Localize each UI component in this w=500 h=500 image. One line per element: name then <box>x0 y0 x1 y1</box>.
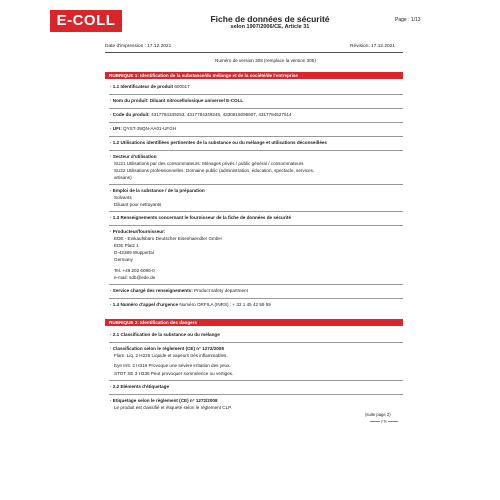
service-value: Product safety department <box>194 288 248 293</box>
labelling-label <box>110 398 218 403</box>
product-identifier-value: 600017 <box>174 84 190 89</box>
hazard-h225: Flam. Liq. 2 H225 Liquide et vapeurs très inflammables. <box>114 353 228 358</box>
supplier-label <box>110 229 165 234</box>
section-2-banner: RUBRIQUE 2: Identification des dangers <box>105 319 403 326</box>
supplier-label-text: · Producteur/fournisseur: <box>110 229 166 234</box>
page-number: Page : 1/13 <box>395 17 421 23</box>
service-label: · Service chargé des renseignements: <box>110 288 193 293</box>
continued-note: (suite page 2) <box>365 412 391 417</box>
ufi-value: QYST-39QN-AA01-UFGH <box>123 126 177 131</box>
divider <box>109 184 403 185</box>
footer-rule-right <box>388 421 398 422</box>
supplier-street: EDE Platz 1 <box>114 243 139 248</box>
section-2-2-heading <box>110 384 169 389</box>
divider <box>109 298 403 299</box>
su22-line: SU22 Utilisations professionnelles: Domaine public (administration, éducation, spectacle, services, <box>114 168 315 173</box>
product-code-label: · Code du produit: <box>110 112 150 117</box>
emergency-number <box>110 302 271 307</box>
product-name-label: · Nom du produit: <box>110 98 149 103</box>
supplier-name: EDE - Einkaufsbüro Deutscher Eisenhaendler GmbH <box>114 236 222 241</box>
product-identifier <box>110 84 190 89</box>
divider <box>109 94 403 95</box>
supplier-city: D-42389 Wuppertal <box>114 250 154 255</box>
use-thinner: Diluant pour nettoyants <box>114 202 162 207</box>
footer-code <box>370 419 398 424</box>
use-solvents: Solvants <box>114 195 132 200</box>
classification-label-text: · Classification selon le règlement (CE) n° 1272/2008 <box>110 346 224 351</box>
company-logo: E-COLL <box>50 10 122 32</box>
sector-label <box>110 154 157 159</box>
divider <box>109 342 403 343</box>
divider <box>109 380 403 381</box>
footer-rule-left <box>370 421 380 422</box>
product-code-value: 4317784349253, 4317784349246, 4330816095907, 4317784527514 <box>151 112 292 117</box>
document-title: Fiche de données de sécurité <box>210 14 330 24</box>
divider <box>109 211 403 212</box>
print-date: Date d'impression : 17.12.2021 <box>105 44 172 49</box>
version-number: Numéro de version 308 (remplace la version 305) <box>215 58 316 63</box>
product-code <box>110 112 292 117</box>
section-1-3-heading <box>110 215 291 220</box>
divider <box>109 108 403 109</box>
country-code: FR <box>381 419 387 424</box>
product-name <box>110 98 243 103</box>
su21-line: SU21 Utilisations par des consommateurs: Ménages privés / public général / consommateurs <box>114 161 304 166</box>
section-1-2-heading <box>110 140 327 145</box>
product-name-value: Diluant nitrocellulosique universel E-COLL <box>149 98 244 103</box>
sector-label-text: · Secteur d'utilisation <box>110 154 157 159</box>
section-2-2-title: · 2.2 Eléments d'étiquetage <box>110 384 170 389</box>
product-identifier-label: · 1.1 Identificateur de produit <box>110 84 174 89</box>
divider <box>109 225 403 226</box>
use-label <box>110 188 205 193</box>
supplier-phone: Tel. +49 202 6096-0 <box>114 268 155 273</box>
divider <box>109 150 403 151</box>
labelling-text: Le produit est classifié et étiqueté selon le règlement CLP. <box>114 405 232 410</box>
ufi-label: · UFI: <box>110 126 122 131</box>
supplier-email[interactable]: e-mail: sdb@ede.de <box>114 275 156 280</box>
section-1-banner: RUBRIQUE 1: Identification de la substance/du mélange et de la société/de l'entreprise <box>105 72 403 79</box>
hazard-h319: Eye Irrit. 2 H319 Provoque une sévère irritation des yeux. <box>114 363 231 368</box>
emergency-value: Numéro ORFILA (INRS) : + 33 1 45 42 59 59 <box>179 302 271 307</box>
use-label-text: · Emploi de la substance / de la préparation <box>110 188 205 193</box>
ufi <box>110 126 176 131</box>
hazard-h336: STOT SE 3 H336 Peut provoquer somnolence ou vertiges. <box>114 371 234 376</box>
section-1-3-title: · 1.3 Renseignements concernant le fournisseur de la fiche de données de sécurité <box>110 215 291 220</box>
header-divider <box>105 52 403 53</box>
divider <box>109 284 403 285</box>
classification-label <box>110 346 224 351</box>
divider <box>109 122 403 123</box>
document-subtitle: selon 1907/2006/CE, Article 31 <box>230 24 310 30</box>
section-2-1-title: · 2.1 Classification de la substance ou du mélange <box>110 332 220 337</box>
service-info <box>110 288 248 293</box>
emergency-label: · 1.4 Numéro d'appel d'urgence <box>110 302 179 307</box>
section-1-2-title: · 1.2 Utilisations identifiées pertinentes de la substance ou du mélange et utilisations déconseillées <box>110 140 327 145</box>
divider <box>109 136 403 137</box>
supplier-country: Germany <box>114 257 133 262</box>
su22-line-cont: artisans) <box>114 175 132 180</box>
revision-date: Révision: 17.12.2021 <box>350 44 396 49</box>
section-2-1-heading <box>110 332 220 337</box>
labelling-label-text: · Etiquetage selon le règlement (CE) n° 1272/2008 <box>110 398 218 403</box>
divider <box>109 394 403 395</box>
